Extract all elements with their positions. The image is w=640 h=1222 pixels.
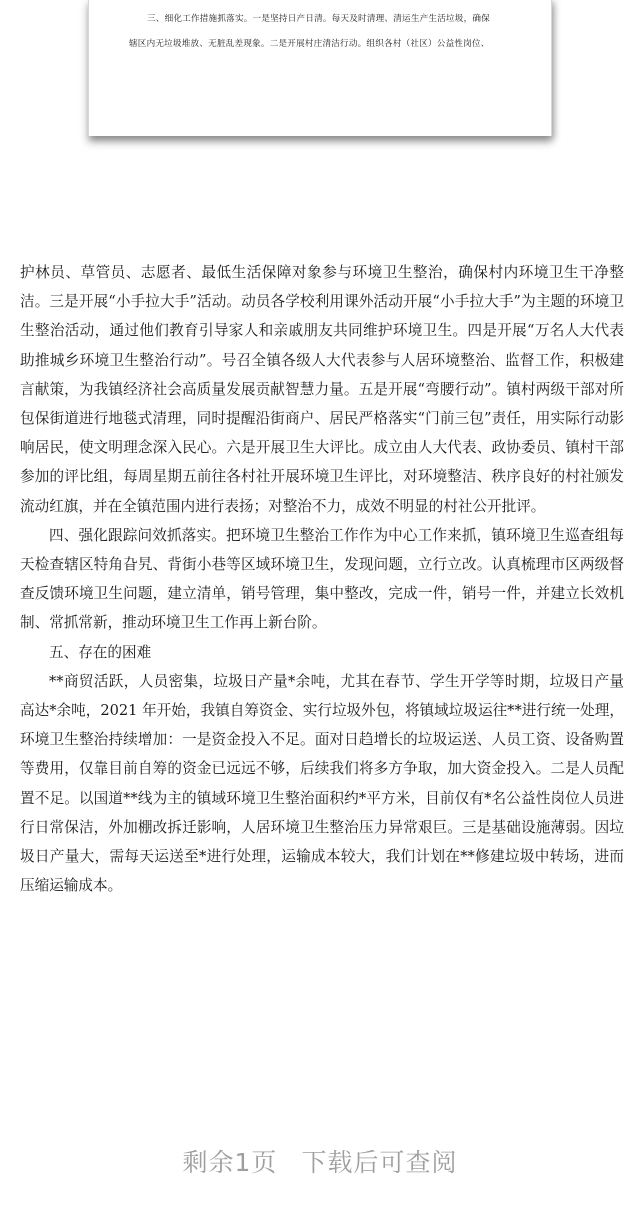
preview-line: 辖区内无垃圾堆放、无脏乱差现象。二是开展村庄清洁行动。组织各村（社区）公益性岗位、 bbox=[129, 39, 490, 49]
remaining-pages-notice[interactable] bbox=[0, 1143, 640, 1179]
preview-line: 三、细化工作措施抓落实。一是坚持日产日清。每天及时清理、清运生产生活垃圾，确保 bbox=[147, 14, 490, 24]
preview-card-text bbox=[129, 7, 531, 57]
document-body bbox=[20, 258, 624, 900]
download-to-view-label: 下载后可查阅 bbox=[301, 1148, 458, 1177]
document-preview-card bbox=[88, 0, 552, 136]
paragraph-section-four: 四、强化跟踪问效抓落实。把环境卫生整治工作作为中心工作来抓，镇环境卫生巡查组每天检查辖区特角旮旯、背街小巷等区域环境卫生，发现问题，立行立改。认真梳理市区两级督查反馈环境卫生问题，建立清单，销号管理，集中整改，完成一件，销号一件，并建立长效机制、常抓常新，推动环境卫生工作再上新台阶。 bbox=[20, 526, 624, 632]
paragraph-continuation: 护林员、草管员、志愿者、最低生活保障对象参与环境卫生整治，确保村内环境卫生干净整洁。三是开展“小手拉大手”活动。动员各学校利用课外活动开展“小手拉大手”为主题的环境卫生整治活动，通过他们教育引导家人和亲戚朋友共同维护环境卫生。四是开展“万名人大代表助推城乡环境卫生整治行动”。号召全镇各级人大代表参与人居环境整治、监督工作，积极建言献策，为我镇经济社会高质量发展贡献智慧力量。五是开展“弯腰行动”。镇村两级干部对所包保街道进行地毯式清理，同时提醒沿街商户、居民严格落实“门前三包”责任，用实际行动影响居民，使文明理念深入民心。六是开展卫生大评比。成立由人大代表、政协委员、镇村干部参加的评比组，每周星期五前往各村社开展环境卫生评比，对环境整洁、秩序良好的村社颁发流动红旗，并在全镇范围内进行表扬；对整治不力，成效不明显的村社公开批评。 bbox=[20, 264, 624, 515]
section-heading-difficulties: 五、存在的困难 bbox=[49, 643, 152, 661]
paragraph-difficulties: **商贸活跃，人员密集，垃圾日产量*余吨，尤其在春节、学生开学等时期，垃圾日产量高达*余吨，2021 年开始，我镇自筹资金、实行垃圾外包，将镇域垃圾运往**进行统一处理，环境卫生整治持续增加：一是资金投入不足。面对日趋增长的垃圾运送、人员工资、设备购置等费用，仅靠目前自筹的资金已远远不够，后续我们将多方争取，加大资金投入。二是人员配置不足。以国道**线为主的镇域环境卫生整治面积约*平方米，目前仅有*名公益性岗位人员进行日常保洁，外加棚改拆迁影响，人居环境卫生整治压力异常艰巨。三是基础设施薄弱。因垃圾日产量大，需每天运送至*进行处理，运输成本较大，我们计划在**修建垃圾中转场，进而压缩运输成本。 bbox=[20, 672, 624, 895]
remaining-pages-label: 剩余1页 bbox=[182, 1148, 278, 1177]
